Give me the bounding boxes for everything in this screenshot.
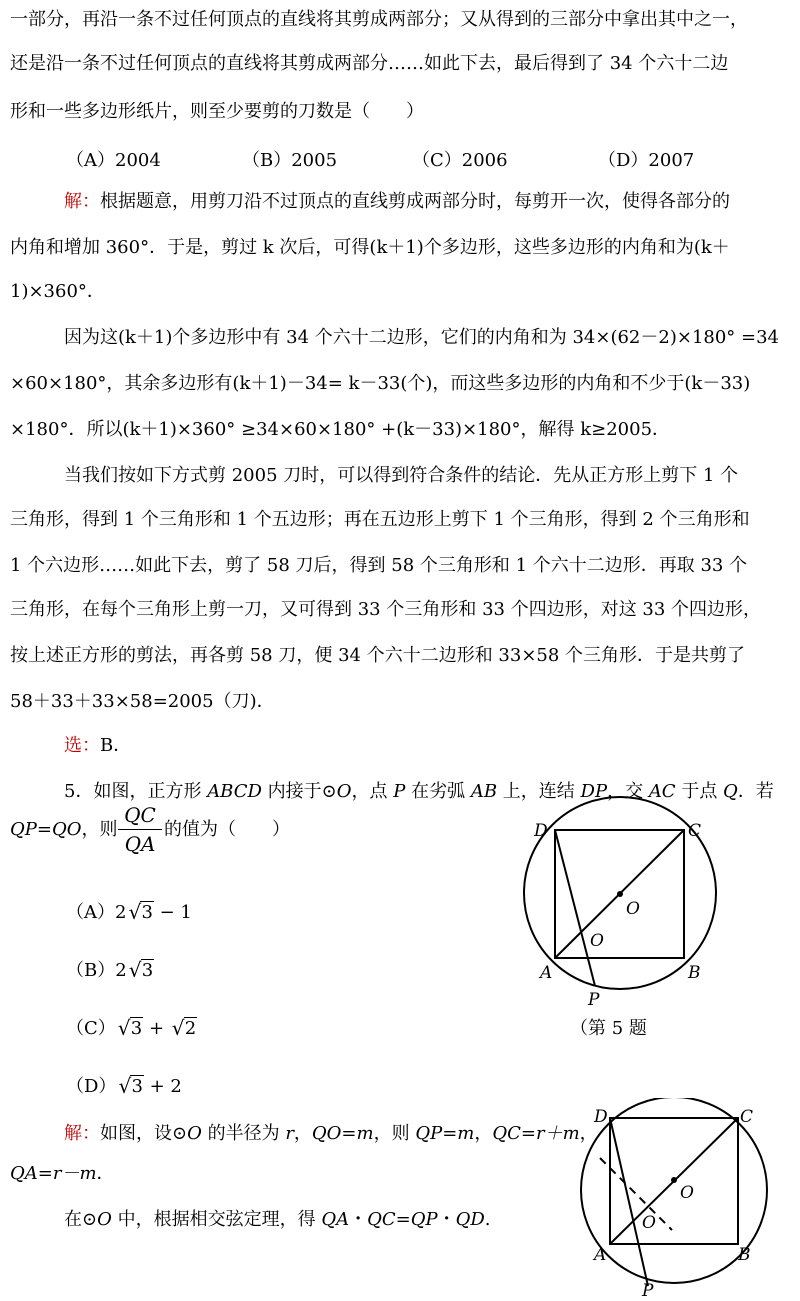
solution4-line-1: 解：根据题意，用剪刀沿不过顶点的直线剪成两部分时，每剪开一次，使得各部分的 <box>64 191 730 212</box>
label-a: A <box>540 963 553 983</box>
solution4-line-7: 当我们按如下方式剪 2005 刀时，可以得到符合条件的结论．先从正方形上剪下 1 个 <box>64 465 739 486</box>
label-d: D <box>534 821 548 841</box>
q5-stem-line-2b: 的值为（ ） <box>164 819 290 840</box>
q4-option-b: （B）2005 <box>242 150 338 171</box>
q4-option-d: （D）2007 <box>598 150 695 171</box>
sqrt-symbol: √ 3 <box>129 960 154 981</box>
solution4-line-12: 58＋33＋33×58=2005（刀)． <box>10 691 275 712</box>
fraction-qc-qa <box>118 802 162 857</box>
center-dot <box>671 1177 677 1183</box>
problem-line-1: 一部分，再沿一条不过任何顶点的直线将其剪成两部分；又从得到的三部分中拿出其中之一， <box>10 9 748 30</box>
q4-option-c: （C）2006 <box>412 150 508 171</box>
q4-option-a: （A）2004 <box>66 150 161 171</box>
figure-5-solution <box>580 1098 790 1298</box>
sqrt-symbol: √ 3 <box>128 902 153 923</box>
q5-option-a: （A）2√ 3 − 1 <box>66 898 192 924</box>
solution4-line-2: 内角和增加 360°．于是，剪过 k 次后，可得(k＋1)个多边形，这些多边形的内角和为(k＋ <box>10 237 730 258</box>
solution4-line-3: 1)×360°． <box>10 281 105 302</box>
label-d: D <box>594 1107 608 1127</box>
fraction-numerator: QC <box>124 803 156 827</box>
q5-option-b: （B）2√ 3 <box>66 956 154 982</box>
label-q: O <box>642 1213 656 1233</box>
q5-option-d: （D）√ 3 + 2 <box>66 1072 182 1098</box>
label-c: C <box>688 821 702 841</box>
solution5-line-1: 解：如图，设⊙O 的半径为 r，QO=m，则 QP=m，QC=r＋m， <box>64 1123 598 1144</box>
label-o: O <box>626 899 640 919</box>
q5-option-c: （C）√ 3 + √ 2 <box>66 1014 197 1040</box>
fraction-bar <box>118 829 162 830</box>
problem-line-3: 形和一些多边形纸片，则至少要剪的刀数是（ ） <box>10 101 424 122</box>
figure-caption: （第 5 题 <box>570 1018 647 1039</box>
figure-5 <box>520 790 760 1020</box>
label-p: P <box>642 1281 654 1298</box>
label-c: C <box>740 1107 754 1127</box>
problem-line-2: 还是沿一条不过任何顶点的直线将其剪成两部分……如此下去，最后得到了 34 个六十二边 <box>10 53 729 74</box>
solution4-line-9: 1 个六边形……如此下去，剪了 58 刀后，得到 58 个三角形和 1 个六十二边形．再取 33 个 <box>10 555 748 576</box>
line-dp <box>610 1118 648 1286</box>
label-b: B <box>738 1245 751 1265</box>
solution4-line-5: ×60×180°，其余多边形有(k＋1)－34= k－33(个)，而这些多边形的内角和不少于(k－33) <box>10 373 751 394</box>
sqrt-symbol: √ 3 <box>118 1076 143 1097</box>
q5-stem-line-2a: QP=QO，则 <box>10 819 118 840</box>
q5-stem-line-1: 5．如图，正方形 ABCD 内接于⊙O，点 P 在劣弧 AB 上，连结 DP，交 AC 于点 Q．若 <box>64 781 774 802</box>
solution5-line-2: QA=r－m． <box>10 1163 115 1184</box>
solution4-line-8: 三角形，得到 1 个三角形和 1 个五边形；再在五边形上剪下 1 个三角形，得到 2 个三角形和 <box>10 509 750 530</box>
answer-line <box>64 734 790 758</box>
answer-value: B． <box>100 735 132 756</box>
sqrt-symbol: √ 3 <box>118 1018 143 1039</box>
line-dp <box>555 830 595 986</box>
solution-label: 解： <box>64 1123 100 1144</box>
solution5-line-3: 在⊙O 中，根据相交弦定理，得 QA・QC=QP・QD. <box>64 1209 491 1230</box>
solution4-line-10: 三角形，在每个三角形上剪一刀，又可得到 33 个三角形和 33 个四边形，对这 33 个四边形， <box>10 599 762 620</box>
fraction-denominator: QA <box>124 832 156 856</box>
label-b: B <box>688 963 701 983</box>
solution-label: 解： <box>64 191 100 212</box>
sqrt-symbol: √ 2 <box>172 1018 197 1039</box>
answer-label: 选： <box>64 735 100 756</box>
solution4-line-6: ×180°．所以(k＋1)×360° ≥34×60×180° +(k－33)×180°，解得 k≥2005． <box>10 419 671 440</box>
label-p: P <box>588 990 600 1010</box>
center-dot <box>617 891 623 897</box>
solution4-line-4: 因为这(k＋1)个多边形中有 34 个六十二边形，它们的内角和为 34×(62－2)×180° =34 <box>64 327 780 348</box>
label-o: O <box>680 1183 694 1203</box>
solution4-line-11: 按上述正方形的剪法，再各剪 58 刀，便 34 个六十二边形和 33×58 个三角形．于是共剪了 <box>10 645 746 666</box>
label-q: O <box>590 931 604 951</box>
label-a: A <box>594 1245 607 1265</box>
